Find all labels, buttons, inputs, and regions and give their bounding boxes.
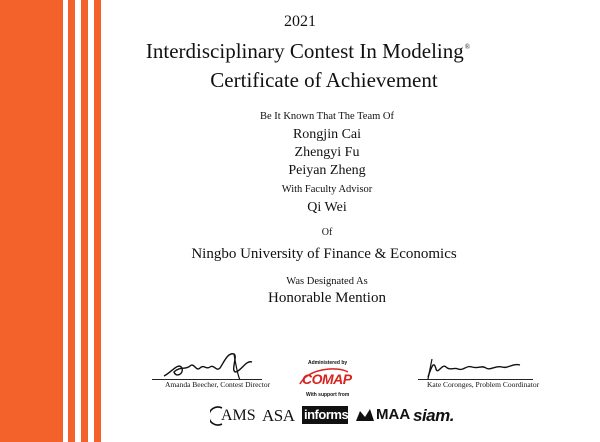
- team-member: Peiyan Zheng: [288, 163, 366, 178]
- informs-logo: informs: [304, 407, 349, 422]
- orange-band-2: [81, 0, 88, 442]
- intro-text: Be It Known That The Team Of: [260, 111, 394, 122]
- administered-by-label: Administered by: [308, 360, 348, 366]
- director-signature: [150, 348, 270, 382]
- orange-band-wide: [0, 0, 63, 442]
- orange-band-1: [68, 0, 75, 442]
- coordinator-caption: Kate Coronges, Problem Coordinator: [427, 380, 540, 389]
- ams-text: AMS: [221, 407, 256, 424]
- advisor-label: With Faculty Advisor: [281, 184, 373, 195]
- institution-name: Ningbo University of Finance & Economics: [191, 246, 457, 262]
- team-member: Rongjin Cai: [292, 127, 362, 142]
- comap-logo: [298, 366, 350, 388]
- advisor-name: Qi Wei: [307, 200, 347, 215]
- siam-logo: siam.: [413, 406, 454, 425]
- certificate-title: Certificate of Achievement: [210, 68, 438, 92]
- contest-name: Interdisciplinary Contest In Modeling: [145, 39, 464, 63]
- orange-band-3: [94, 0, 101, 442]
- decorative-sidebar: [0, 0, 118, 442]
- comap-logo-text: COMAP: [302, 371, 352, 387]
- contest-title: [0, 39, 600, 64]
- designated-label: Was Designated As: [286, 276, 368, 287]
- ams-logo: [210, 405, 258, 427]
- director-caption: Amanda Beecher, Contest Director: [165, 380, 271, 389]
- asa-logo: ASA: [262, 406, 295, 425]
- maa-logo: MAA: [376, 406, 411, 423]
- support-label: With support from: [306, 392, 350, 398]
- registered-mark: ®: [464, 43, 471, 51]
- of-label: Of: [321, 227, 333, 238]
- team-member: Zhengyi Fu: [294, 145, 360, 160]
- award-title: Honorable Mention: [268, 290, 386, 306]
- maa-logo-icon: [354, 407, 376, 425]
- certificate-year: 2021: [284, 13, 316, 30]
